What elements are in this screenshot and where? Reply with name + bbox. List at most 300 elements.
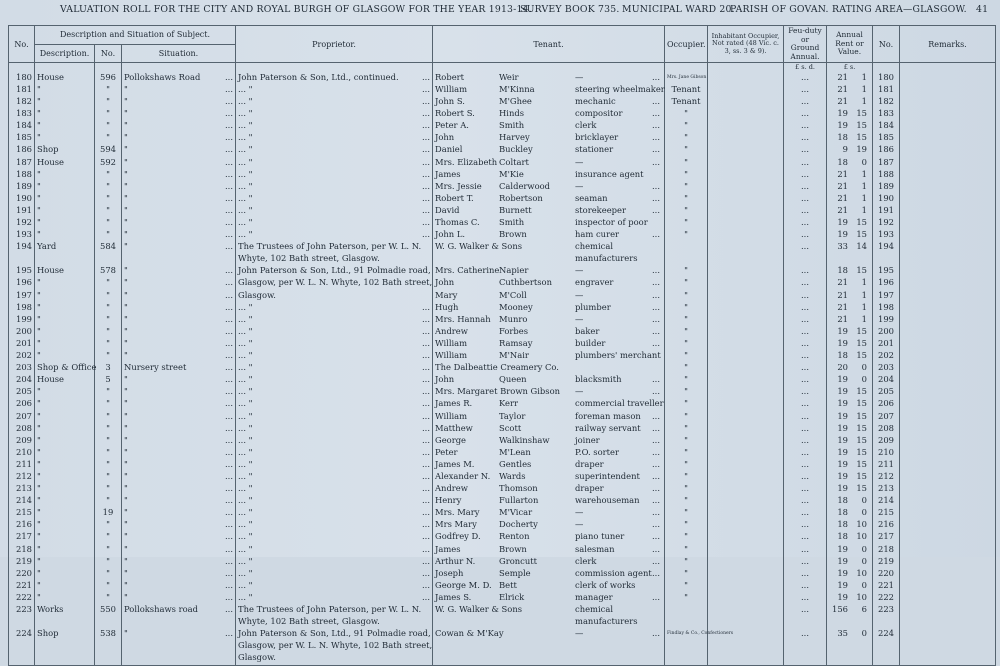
tenant-occupation: commercial traveller bbox=[575, 398, 664, 409]
leader-dots: ... bbox=[225, 217, 233, 228]
feu-duty: ... bbox=[784, 532, 827, 544]
municipal-ward: MUNICIPAL WARD 20. bbox=[622, 4, 735, 15]
entry-number: 223 bbox=[9, 605, 35, 617]
entry-number-right: 223 bbox=[873, 605, 900, 617]
street-number bbox=[95, 653, 122, 666]
leader-dots: ... bbox=[652, 289, 660, 300]
leader-dots: ... bbox=[652, 531, 660, 542]
situation: Nursery street bbox=[124, 362, 187, 373]
street-number: " bbox=[95, 593, 122, 605]
feu-duty: ... bbox=[784, 266, 827, 278]
entry-number: 180 bbox=[9, 73, 35, 85]
leader-dots: ... bbox=[422, 555, 430, 566]
proprietor: ... " bbox=[238, 313, 253, 324]
rent-shillings: 0 bbox=[861, 374, 867, 385]
tenant-surname: Calderwood bbox=[499, 180, 551, 191]
situation: " bbox=[124, 543, 128, 554]
rent-shillings: 15 bbox=[856, 350, 867, 361]
entry-number-right: 188 bbox=[873, 170, 900, 182]
leader-dots: ... bbox=[652, 519, 660, 530]
leader-dots: ... bbox=[422, 96, 430, 107]
street-number bbox=[95, 641, 122, 653]
rent-shillings: 15 bbox=[856, 265, 867, 276]
proprietor: ... " bbox=[238, 229, 253, 240]
feu-duty: ... bbox=[784, 278, 827, 290]
rent-shillings: 15 bbox=[856, 410, 867, 421]
leader-dots: ... bbox=[652, 132, 660, 143]
table-row bbox=[9, 158, 996, 170]
proprietor: ... " bbox=[238, 507, 253, 518]
feu-duty: ... bbox=[784, 170, 827, 182]
leader-dots: ... bbox=[422, 217, 430, 228]
proprietor: ... " bbox=[238, 567, 253, 578]
leader-dots: ... bbox=[652, 192, 660, 203]
entry-number-right: 190 bbox=[873, 194, 900, 206]
subject-description: " bbox=[35, 182, 95, 194]
entry-number-right: 199 bbox=[873, 315, 900, 327]
proprietor: John Paterson & Son, Ltd., 91 Polmadie road, bbox=[238, 628, 431, 639]
entry-number-right: 180 bbox=[873, 73, 900, 85]
entry-number: 224 bbox=[9, 629, 35, 641]
leader-dots: ... bbox=[225, 628, 233, 639]
occupier: " bbox=[665, 109, 708, 121]
col-feu-duty: Feu-duty or Ground Annual. bbox=[784, 26, 827, 63]
feu-duty: ... bbox=[784, 109, 827, 121]
tenant-first-name: Cowan & M'Kay bbox=[435, 628, 504, 639]
tenant-surname: Brown bbox=[499, 543, 527, 554]
entry-number-right: 203 bbox=[873, 363, 900, 375]
leader-dots: ... bbox=[225, 434, 233, 445]
situation: " bbox=[124, 108, 128, 119]
rent-shillings: 1 bbox=[861, 96, 867, 107]
tenant-occupation: builder bbox=[575, 337, 606, 348]
leader-dots: ... bbox=[422, 350, 430, 361]
entry-number-right: 202 bbox=[873, 351, 900, 363]
subject-description: " bbox=[35, 581, 95, 593]
remarks bbox=[900, 484, 996, 496]
entry-number: 216 bbox=[9, 520, 35, 532]
tenant-first-name: Mrs. Mary bbox=[435, 507, 480, 518]
subject-description: Works bbox=[35, 605, 95, 617]
subject-description: " bbox=[35, 472, 95, 484]
leader-dots: ... bbox=[422, 519, 430, 530]
leader-dots: ... bbox=[652, 301, 660, 312]
entry-number bbox=[9, 641, 35, 653]
remarks bbox=[900, 581, 996, 593]
situation: " bbox=[124, 507, 128, 518]
subject-description: " bbox=[35, 133, 95, 145]
remarks bbox=[900, 375, 996, 387]
tenant-surname: Wards bbox=[499, 470, 526, 481]
remarks bbox=[900, 629, 996, 641]
subject-description: " bbox=[35, 315, 95, 327]
remarks bbox=[900, 109, 996, 121]
subject-description: " bbox=[35, 460, 95, 472]
feu-duty: ... bbox=[784, 557, 827, 569]
feu-duty: ... bbox=[784, 496, 827, 508]
occupier: " bbox=[665, 303, 708, 315]
table-row bbox=[9, 605, 996, 617]
leader-dots: ... bbox=[422, 337, 430, 348]
leader-dots: ... bbox=[652, 483, 660, 494]
table-row bbox=[9, 569, 996, 581]
situation: " bbox=[124, 422, 128, 433]
feu-duty: ... bbox=[784, 508, 827, 520]
situation: " bbox=[124, 241, 128, 252]
leader-dots: ... bbox=[225, 543, 233, 554]
rent-shillings: 15 bbox=[856, 120, 867, 131]
entry-number-right: 219 bbox=[873, 557, 900, 569]
situation: " bbox=[124, 628, 128, 639]
street-number: " bbox=[95, 109, 122, 121]
rent-pounds: 21 bbox=[837, 96, 848, 107]
entry-number: 203 bbox=[9, 363, 35, 375]
table-row bbox=[9, 424, 996, 436]
situation: " bbox=[124, 120, 128, 131]
subject-description: " bbox=[35, 109, 95, 121]
tenant-first-name: Thomas C. bbox=[435, 217, 480, 228]
rent-shillings: 15 bbox=[856, 458, 867, 469]
proprietor: ... " bbox=[238, 83, 253, 94]
feu-duty: ... bbox=[784, 315, 827, 327]
situation: " bbox=[124, 374, 128, 385]
leader-dots: ... bbox=[422, 422, 430, 433]
street-number: " bbox=[95, 496, 122, 508]
leader-dots: ... bbox=[422, 313, 430, 324]
rent-shillings: 15 bbox=[856, 422, 867, 433]
entry-number: 184 bbox=[9, 121, 35, 133]
tenant-occupation: draper bbox=[575, 458, 604, 469]
street-number: " bbox=[95, 460, 122, 472]
tenant-occupation: chemical bbox=[575, 604, 614, 615]
situation: " bbox=[124, 446, 128, 457]
rent-pounds: 19 bbox=[837, 579, 848, 590]
feu-duty: ... bbox=[784, 387, 827, 399]
tenant-surname: Thomson bbox=[499, 483, 538, 494]
tenant-first-name: John bbox=[435, 132, 455, 143]
tenant-surname: M'Vicar bbox=[499, 507, 533, 518]
col-no-right: No. bbox=[873, 26, 900, 63]
entry-number: 192 bbox=[9, 218, 35, 230]
tenant-surname: Brown bbox=[499, 229, 527, 240]
entry-number-right: 189 bbox=[873, 182, 900, 194]
feu-duty: ... bbox=[784, 73, 827, 85]
entry-number-right: 216 bbox=[873, 520, 900, 532]
rent-pounds: 18 bbox=[837, 350, 848, 361]
subject-description: Shop bbox=[35, 145, 95, 157]
remarks bbox=[900, 206, 996, 218]
tenant-surname: Mooney bbox=[499, 301, 533, 312]
feu-duty: ... bbox=[784, 363, 827, 375]
tenant-first-name: David bbox=[435, 204, 460, 215]
leader-dots: ... bbox=[652, 108, 660, 119]
rent-pounds: 18 bbox=[837, 507, 848, 518]
remarks bbox=[900, 242, 996, 254]
col-tenant: Tenant. bbox=[433, 26, 665, 63]
tenant-surname: Scott bbox=[499, 422, 522, 433]
occupier: " bbox=[665, 399, 708, 411]
col-description: Description. bbox=[35, 44, 95, 63]
leader-dots: ... bbox=[652, 555, 660, 566]
leader-dots: ... bbox=[652, 71, 660, 82]
rent-shillings: 15 bbox=[856, 217, 867, 228]
leader-dots: ... bbox=[422, 156, 430, 167]
tenant-first-name: Hugh bbox=[435, 301, 459, 312]
occupier: " bbox=[665, 339, 708, 351]
street-number: " bbox=[95, 230, 122, 242]
leader-dots: ... bbox=[652, 144, 660, 155]
situation: " bbox=[124, 350, 128, 361]
situation: Pollokshaws Road bbox=[124, 71, 201, 82]
situation: " bbox=[124, 289, 128, 300]
street-number: " bbox=[95, 436, 122, 448]
subject-description: " bbox=[35, 593, 95, 605]
leader-dots: ... bbox=[422, 495, 430, 506]
entry-number: 204 bbox=[9, 375, 35, 387]
leader-dots: ... bbox=[225, 265, 233, 276]
subject-description: " bbox=[35, 97, 95, 109]
tenant-surname: Taylor bbox=[499, 410, 526, 421]
subject-description: " bbox=[35, 424, 95, 436]
entry-number-right: 204 bbox=[873, 375, 900, 387]
entry-number-right: 222 bbox=[873, 593, 900, 605]
leader-dots: ... bbox=[225, 470, 233, 481]
occupier: " bbox=[665, 436, 708, 448]
leader-dots: ... bbox=[225, 422, 233, 433]
street-number: " bbox=[95, 303, 122, 315]
situation: Pollokshaws road bbox=[124, 604, 199, 615]
tenant-first-name: James M. bbox=[435, 458, 475, 469]
subject-description bbox=[35, 653, 95, 666]
leader-dots: ... bbox=[422, 144, 430, 155]
leader-dots: ... bbox=[652, 325, 660, 336]
subject-description: " bbox=[35, 85, 95, 97]
street-number: " bbox=[95, 351, 122, 363]
proprietor: ... " bbox=[238, 543, 253, 554]
tenant-surname: Burnett bbox=[499, 204, 532, 215]
tenant-first-name: Joseph bbox=[435, 567, 464, 578]
rent-pounds: 19 bbox=[837, 458, 848, 469]
tenant-surname: Walkinshaw bbox=[499, 434, 550, 445]
occupier: " bbox=[665, 424, 708, 436]
feu-duty: ... bbox=[784, 569, 827, 581]
leader-dots: ... bbox=[225, 495, 233, 506]
leader-dots: ... bbox=[652, 446, 660, 457]
leader-dots: ... bbox=[652, 337, 660, 348]
col-occupier: Occupier. bbox=[665, 26, 708, 63]
rent-pounds: 33 bbox=[837, 241, 848, 252]
entry-number: 190 bbox=[9, 194, 35, 206]
tenant-occupation: plumbers' merchant bbox=[575, 350, 661, 361]
tenant-surname: Buckley bbox=[499, 144, 533, 155]
entry-number-right: 182 bbox=[873, 97, 900, 109]
tenant-occupation: — bbox=[575, 180, 584, 191]
leader-dots: ... bbox=[652, 410, 660, 421]
occupier: " bbox=[665, 412, 708, 424]
col-proprietor: Proprietor. bbox=[236, 26, 433, 63]
leader-dots: ... bbox=[225, 458, 233, 469]
table-row bbox=[9, 436, 996, 448]
col-situation: Situation. bbox=[122, 44, 236, 63]
proprietor: ... " bbox=[238, 301, 253, 312]
street-number: " bbox=[95, 387, 122, 399]
leader-dots: ... bbox=[422, 543, 430, 554]
occupier bbox=[665, 242, 708, 254]
subject-description: " bbox=[35, 206, 95, 218]
occupier: " bbox=[665, 278, 708, 290]
proprietor: ... " bbox=[238, 446, 253, 457]
tenant-occupation: manufacturers bbox=[575, 253, 638, 264]
rent-shillings: 1 bbox=[861, 289, 867, 300]
street-number: " bbox=[95, 399, 122, 411]
rent-pounds: 19 bbox=[837, 591, 848, 602]
leader-dots: ... bbox=[652, 120, 660, 131]
street-number: 584 bbox=[95, 242, 122, 254]
entry-number-right: 208 bbox=[873, 424, 900, 436]
entry-number-right: 220 bbox=[873, 569, 900, 581]
tenant-first-name: Alexander N. bbox=[435, 470, 491, 481]
entry-number: 187 bbox=[9, 158, 35, 170]
rent-pounds: 19 bbox=[837, 446, 848, 457]
tenant-first-name: Robert S. bbox=[435, 108, 475, 119]
entry-number-right: 209 bbox=[873, 436, 900, 448]
tenant-first-name: Mrs. Catherine bbox=[435, 265, 500, 276]
remarks bbox=[900, 387, 996, 399]
rent-pounds: 21 bbox=[837, 83, 848, 94]
rent-pounds: 19 bbox=[837, 543, 848, 554]
rent-pounds: 19 bbox=[837, 567, 848, 578]
subject-description: House bbox=[35, 73, 95, 85]
proprietor: ... " bbox=[238, 350, 253, 361]
rent-shillings: 1 bbox=[861, 180, 867, 191]
remarks bbox=[900, 460, 996, 472]
leader-dots: ... bbox=[422, 132, 430, 143]
entry-number: 186 bbox=[9, 145, 35, 157]
rent-shillings: 10 bbox=[856, 591, 867, 602]
remarks bbox=[900, 532, 996, 544]
entry-number-right: 192 bbox=[873, 218, 900, 230]
rent-shillings: 14 bbox=[856, 241, 867, 252]
feu-duty: ... bbox=[784, 472, 827, 484]
tenant-surname: Fullarton bbox=[499, 495, 539, 506]
proprietor: Glasgow, per W. L. N. Whyte, 102 Bath street, bbox=[238, 277, 433, 288]
leader-dots: ... bbox=[652, 422, 660, 433]
tenant-occupation: — bbox=[575, 289, 584, 300]
leader-dots: ... bbox=[652, 458, 660, 469]
street-number: 592 bbox=[95, 158, 122, 170]
tenant-occupation: stationer bbox=[575, 144, 614, 155]
street-number: 3 bbox=[95, 363, 122, 375]
feu-duty: ... bbox=[784, 182, 827, 194]
proprietor: ... " bbox=[238, 144, 253, 155]
entry-number-right: 224 bbox=[873, 629, 900, 641]
proprietor: ... " bbox=[238, 531, 253, 542]
occupier: " bbox=[665, 532, 708, 544]
remarks bbox=[900, 496, 996, 508]
parish: PARISH OF GOVAN. bbox=[730, 4, 829, 15]
rent-pounds: 19 bbox=[837, 229, 848, 240]
leader-dots: ... bbox=[652, 96, 660, 107]
rent-shillings: 0 bbox=[861, 362, 867, 373]
feu-duty: ... bbox=[784, 206, 827, 218]
proprietor: Glasgow, per W. L. N. Whyte, 102 Bath street, bbox=[238, 640, 433, 651]
subject-description: " bbox=[35, 303, 95, 315]
occupier bbox=[665, 641, 708, 653]
remarks bbox=[900, 73, 996, 85]
subject-description: " bbox=[35, 291, 95, 303]
leader-dots: ... bbox=[225, 519, 233, 530]
occupier: " bbox=[665, 133, 708, 145]
feu-duty: ... bbox=[784, 242, 827, 254]
tenant-first-name: Peter bbox=[435, 446, 458, 457]
entry-number: 198 bbox=[9, 303, 35, 315]
tenant-first-name: James S. bbox=[435, 591, 472, 602]
tenant-surname: Renton bbox=[499, 531, 530, 542]
subject-description: " bbox=[35, 436, 95, 448]
rent-pounds: 19 bbox=[837, 470, 848, 481]
situation: " bbox=[124, 386, 128, 397]
situation: " bbox=[124, 398, 128, 409]
rent-pounds: 19 bbox=[837, 337, 848, 348]
entry-number-right: 194 bbox=[873, 242, 900, 254]
rent-pounds: 19 bbox=[837, 217, 848, 228]
leader-dots: ... bbox=[422, 71, 430, 82]
occupier: " bbox=[665, 266, 708, 278]
entry-number-right: 183 bbox=[873, 109, 900, 121]
situation: " bbox=[124, 204, 128, 215]
proprietor: ... " bbox=[238, 470, 253, 481]
street-number: " bbox=[95, 278, 122, 290]
leader-dots: ... bbox=[225, 241, 233, 252]
street-number: 19 bbox=[95, 508, 122, 520]
leader-dots: ... bbox=[225, 156, 233, 167]
remarks bbox=[900, 315, 996, 327]
leader-dots: ... bbox=[652, 180, 660, 191]
subject-description: " bbox=[35, 569, 95, 581]
rent-pounds: 19 bbox=[837, 374, 848, 385]
leader-dots: ... bbox=[225, 83, 233, 94]
street-number: " bbox=[95, 520, 122, 532]
leader-dots: ... bbox=[225, 180, 233, 191]
tenant-occupation: railway servant bbox=[575, 422, 641, 433]
entry-number-right: 184 bbox=[873, 121, 900, 133]
rent-shillings: 0 bbox=[861, 495, 867, 506]
tenant-surname: Harvey bbox=[499, 132, 530, 143]
rent-pounds: 19 bbox=[837, 483, 848, 494]
rent-pounds: 35 bbox=[837, 628, 848, 639]
rent-shillings: 15 bbox=[856, 483, 867, 494]
rent-pounds: 19 bbox=[837, 108, 848, 119]
entry-number: 191 bbox=[9, 206, 35, 218]
tenant-first-name: William bbox=[435, 410, 468, 421]
entry-number: 205 bbox=[9, 387, 35, 399]
remarks bbox=[900, 472, 996, 484]
leader-dots: ... bbox=[422, 83, 430, 94]
tenant-first-name: Mrs. Margaret Brown Gibson bbox=[435, 386, 561, 397]
rent-pounds: 21 bbox=[837, 204, 848, 215]
entry-number: 194 bbox=[9, 242, 35, 254]
table-row bbox=[9, 291, 996, 303]
tenant-occupation: seaman bbox=[575, 192, 608, 203]
leader-dots: ... bbox=[422, 531, 430, 542]
remarks bbox=[900, 85, 996, 97]
entry-number-right: 215 bbox=[873, 508, 900, 520]
feu-duty: ... bbox=[784, 158, 827, 170]
tenant-surname: Smith bbox=[499, 217, 525, 228]
tenant-surname: M'Coll bbox=[499, 289, 527, 300]
remarks bbox=[900, 424, 996, 436]
tenant-surname: Cuthbertson bbox=[499, 277, 552, 288]
